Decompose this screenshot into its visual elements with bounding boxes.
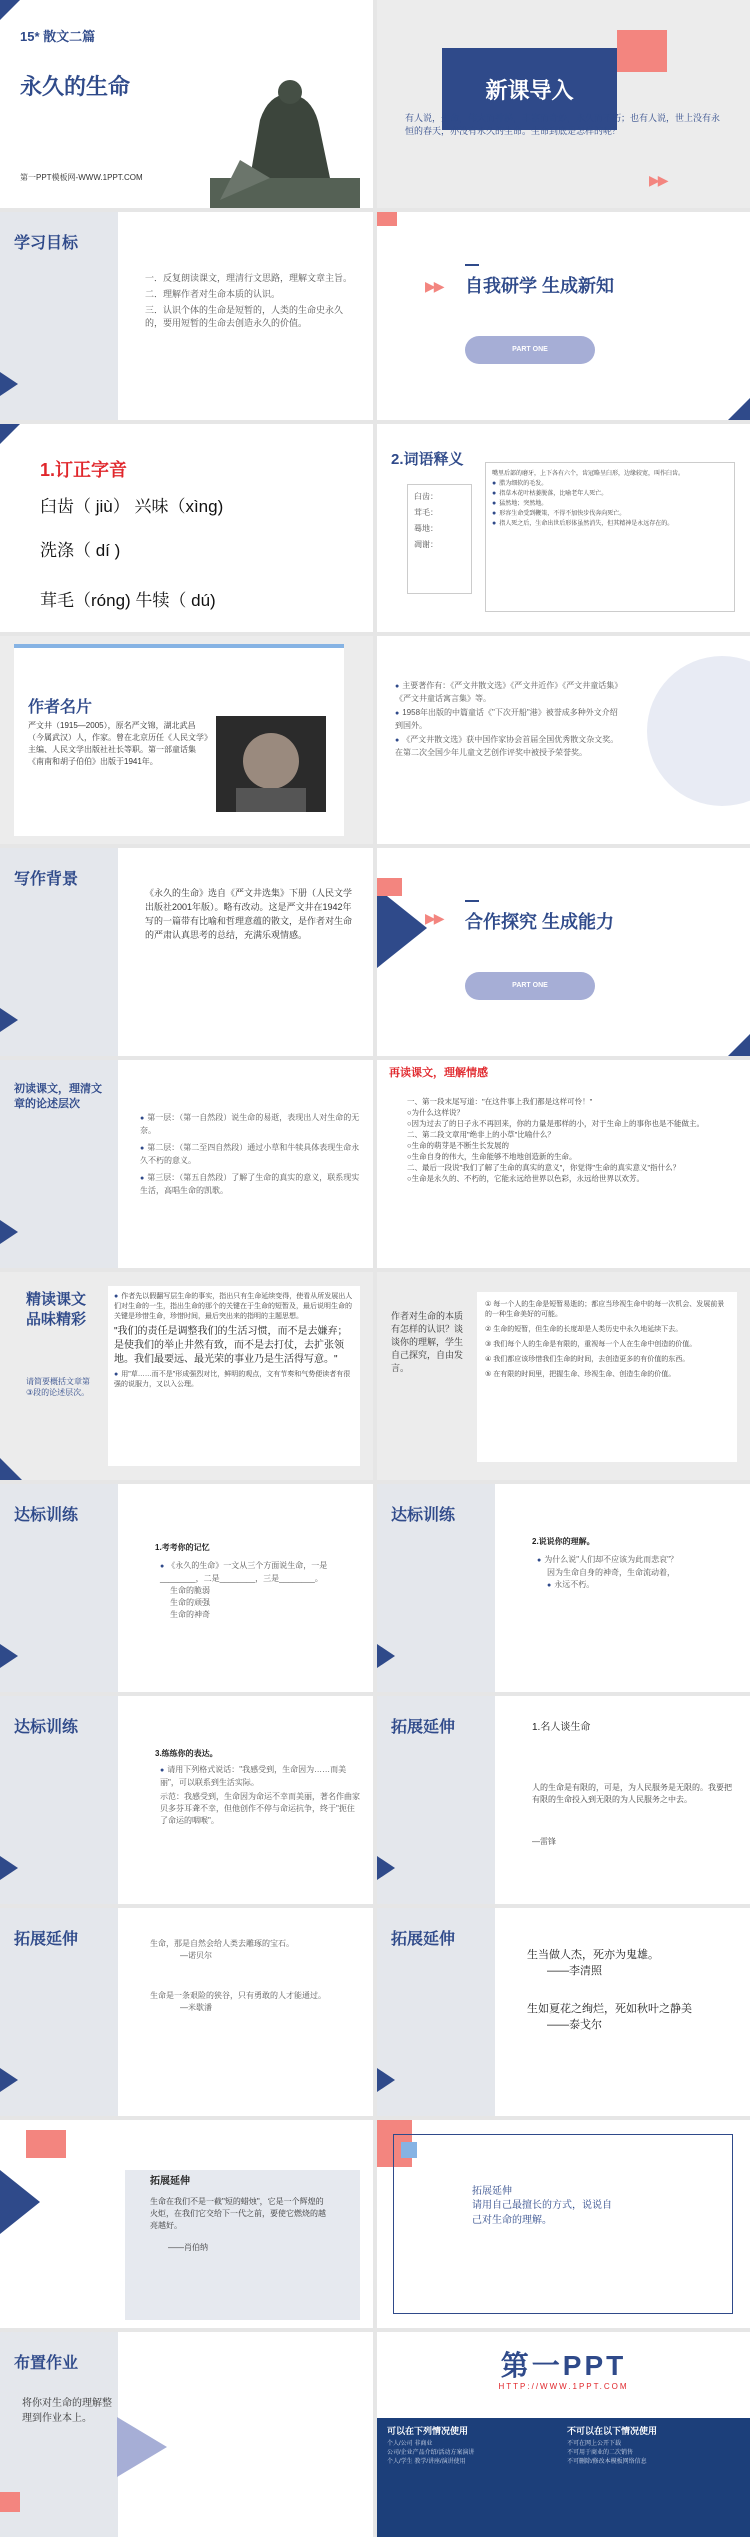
structure-list xyxy=(140,1112,360,1197)
term: 蓦地： xyxy=(414,524,438,533)
quiz-answer: 因为生命自身的神奇，生命流动着， xyxy=(547,1568,675,1577)
quote-text: 人的生命是有限的，可是，为人民服务是无限的。我要把有限的生命投入到无限的为人民服务之中去。 xyxy=(532,1783,732,1804)
question-item: ○生命自身的伟大，生命能够不地地创造新的生命。 xyxy=(407,1152,577,1161)
homework-text: 将你对生命的理解整理到作业本上。 xyxy=(22,2398,112,2424)
slide-9[interactable] xyxy=(0,848,373,1056)
exercise-example: 示范：我感受到，生命因为命运不幸而美丽，著名作曲家贝多芬耳聋不幸，但他创作不停与命运抗争，终于"扼住了命运的咽喉"。 xyxy=(160,1792,360,1825)
quiz-answer: ● 永远不朽。 xyxy=(537,1579,737,1592)
slide-11[interactable] xyxy=(0,1060,373,1268)
slide-12[interactable] xyxy=(377,1060,750,1268)
info-panel xyxy=(377,2418,750,2537)
left-triangle xyxy=(377,888,427,968)
question-item: ○因为过去了的日子永不再回来，你的力量是那样的小，对于生命上的事你也是不能做主。 xyxy=(407,1119,705,1128)
statue-image xyxy=(210,60,360,208)
structure-item: ● 第一层：（第一自然段）说生命的易逝，表现出人对生命的无奈。 xyxy=(140,1112,360,1137)
left-item: 个人/学生 教学/讲座/演讲使用 xyxy=(387,2459,466,2465)
quote-author: ——泰戈尔 xyxy=(547,2019,602,2031)
quote-author: —诺贝尔 xyxy=(180,1951,212,1960)
exercise-list xyxy=(160,1764,360,1827)
side-triangle xyxy=(117,2417,167,2477)
slide-subtitle: 1.考考你的记忆 xyxy=(155,1543,210,1552)
side-triangle xyxy=(377,2068,395,2092)
analysis-card xyxy=(108,1286,360,1466)
structure-item: ● 第二层：（第二至四自然段）通过小草和牛犊具体表现生命永久不朽的意义。 xyxy=(140,1142,360,1167)
answer-item: ④ 我们都应该珍惜我们生命的时间，去创造更多的有价值的东西。 xyxy=(485,1356,690,1363)
brand-logo: 第一PPT xyxy=(500,2350,627,2381)
pink-square xyxy=(0,2492,20,2512)
slide-title: 拓展延伸 xyxy=(150,2176,190,2187)
side-triangle xyxy=(0,2068,18,2092)
side-triangle xyxy=(0,1644,18,1668)
slide-title: 初读课文，理清文章的论述层次 xyxy=(14,1083,102,1110)
slide-title: 自我研学 生成新知 xyxy=(465,276,615,296)
slide-title: 2.词语释义 xyxy=(391,451,464,468)
quote-text: 生命是一条艰险的狭谷，只有勇敢的人才能通过。 xyxy=(150,1991,326,2000)
definition: 嘴里后部的磨牙，上下各有六个，齿冠略呈臼形，边缘较宽，叫作臼齿。 xyxy=(492,471,685,477)
works-item: ● 1958年出版的中篇童话《"下次开船"港》被誉成多种外文介绍到国外。 xyxy=(395,707,620,732)
prompt-text: 请用自己最擅长的方式，说说自己对生命的理解。 xyxy=(472,2200,612,2226)
right-item: 不可用于商业的二次销售 xyxy=(567,2450,634,2456)
author-photo xyxy=(216,716,326,812)
note: ● 形容生命受到鞭策，不得不加快步伐奔向死亡。 xyxy=(492,509,728,519)
quote-card xyxy=(125,2170,360,2320)
col-right-title: 不可以在以下情况使用 xyxy=(567,2426,658,2436)
side-triangle xyxy=(377,1644,395,1668)
slide-title: 永久的生命 xyxy=(20,74,131,99)
quiz-list xyxy=(537,1554,737,1592)
side-triangle xyxy=(0,1856,18,1880)
term: 凋谢： xyxy=(414,540,438,549)
side-triangle xyxy=(0,372,18,396)
question-list xyxy=(407,1096,732,1184)
analysis-item: ● 用"草……而不是"形成强烈对比，鲜明的观点，文有节奏和气势便读者有很强的说服力，又以入公理。 xyxy=(114,1370,354,1390)
term-box xyxy=(407,484,472,594)
corner-triangle xyxy=(0,1458,22,1480)
arrow-decoration: ▶▶ xyxy=(425,910,443,926)
corner-triangle xyxy=(0,0,20,20)
answer-item: ① 每一个人的生命是短暂易逝的；都应当珍视生命中的每一次机会、发展前景的一种生命美好的可能。 xyxy=(485,1301,725,1318)
author-bio: 严文井（1915—2005），原名严文锦，湖北武昌（今属武汉）人，作家。曾在北京历任《人民文学》主编、人民文学出版社社长等职。第一部童话集《南南和胡子伯伯》出版于1941年。 xyxy=(28,721,208,766)
quote-list xyxy=(150,1938,360,2014)
works-list xyxy=(395,680,620,759)
pink-corner xyxy=(377,212,397,226)
credit-text: 第一PPT模板网-WWW.1PPT.COM xyxy=(20,173,143,182)
right-items xyxy=(567,2440,737,2467)
slide-title: 作者名片 xyxy=(28,699,93,716)
definition-box xyxy=(485,462,735,612)
structure-item: ● 第三层：（第五自然段）了解了生命的真实的意义，联系现实生活，高唱生命的凯歌。 xyxy=(140,1172,360,1197)
objective-item: 一．反复朗读课文，理清行文思路，理解文章主旨。 xyxy=(145,273,353,283)
definition: ● 指草木花叶枯萎脱落，比喻老年人死亡。 xyxy=(492,489,728,499)
side-triangle xyxy=(377,1856,395,1880)
question-item: 一、第一段末尾写道："在这件事上我们都是这样可怜！" xyxy=(407,1097,593,1106)
quote-text: 生命，那是自然会给人类去雕琢的宝石。 xyxy=(150,1939,294,1948)
slide-title: 合作探究 生成能力 xyxy=(465,912,615,932)
slide-14[interactable] xyxy=(377,1272,750,1480)
brand-url: HTTP://WWW.1PPT.COM xyxy=(498,2382,629,2391)
slide-17[interactable] xyxy=(0,1696,373,1904)
question-item: ○生命是永久的、不朽的，它能永远给世界以色彩，永远给世界以欢芳。 xyxy=(407,1174,645,1183)
answer-item: ③ 我们每个人的生命是有限的，重视每一个人在生命中创造的价值。 xyxy=(485,1341,697,1348)
left-items xyxy=(387,2440,557,2467)
question-item: 二、第二段文章用"绝非上的小草"比喻什么？ xyxy=(407,1130,555,1139)
answer-card xyxy=(477,1292,737,1462)
answer-item: ⑤ 在有限的时间里，把握生命、珍视生命、创造生命的价值。 xyxy=(485,1371,676,1378)
right-item: 不可在网上公开下载 xyxy=(567,2441,622,2447)
quote-text: 生如夏花之绚烂，死如秋叶之静美 xyxy=(527,2003,692,2015)
left-triangle xyxy=(0,2170,40,2234)
slide-13[interactable] xyxy=(0,1272,373,1480)
pinyin-line: 臼齿（ jiù） 兴味（xìng) xyxy=(40,497,224,516)
slide-title: 达标训练 xyxy=(14,1507,79,1524)
quote-author: ——李清照 xyxy=(547,1965,602,1977)
slide-title: 达标训练 xyxy=(391,1507,456,1524)
card-top-bar xyxy=(14,644,344,648)
slide-3[interactable] xyxy=(0,212,373,420)
quote-text: 生命在我们不是一截"短的蜡烛"，它是一个辉煌的火炬，在我们它交给下一代之前，要使它燃烧的越亮越好。 xyxy=(150,2197,326,2230)
quiz-item: ● 为什么说"人们却不应该为此而悲哀"？ xyxy=(537,1554,737,1567)
accent-line xyxy=(465,900,479,902)
slide-title: 达标训练 xyxy=(14,1719,79,1736)
pink-square xyxy=(617,30,667,72)
analysis-quote: "我们的责任是调整我们的生活习惯，而不是去嫌弃；是使我们的举止井然有致，而不是去打仗，去扩张领地。我们最要远、最光荣的事业乃是生活得写意。" xyxy=(114,1326,348,1365)
slide-subtitle: 2.说说你的理解。 xyxy=(532,1537,595,1546)
answer-item: ② 生命的短暂，但生命的长度却是人类历史中永久地延续下去。 xyxy=(485,1326,683,1333)
note: ● 指人死之后，生命出世后形体虽然消失，但其精神是永远存在的。 xyxy=(492,519,728,529)
part-pill: PART ONE xyxy=(465,972,595,1000)
slide-subtitle: 请简要概括文章第③段的论述层次。 xyxy=(26,1377,90,1397)
pink-square xyxy=(377,878,402,896)
slide-title: 拓展延伸 xyxy=(391,1931,456,1948)
slide-19[interactable] xyxy=(0,1908,373,2116)
slide-title: 拓展延伸 xyxy=(14,1931,79,1948)
exercise-item: ● 请用下列格式说话："我感受到，生命因为……而美丽"，可以联系到生活实际。 xyxy=(160,1764,360,1789)
term: 臼齿： xyxy=(414,492,438,501)
question-item: 二、最后一段说"我们了解了生命的真实的意义"，你觉得"生命的真实意义"指什么？ xyxy=(407,1163,681,1172)
slide-title: 写作背景 xyxy=(14,871,79,888)
lesson-label: 15* 散文二篇 xyxy=(20,29,96,44)
slide-7[interactable] xyxy=(0,636,373,844)
slide-15[interactable] xyxy=(0,1484,373,1692)
slide-24[interactable] xyxy=(377,2332,750,2537)
slide-22[interactable] xyxy=(377,2120,750,2328)
left-item: 公司/企业产品介绍/活动方案演讲 xyxy=(387,2450,475,2456)
slide-title: 布置作业 xyxy=(14,2355,79,2372)
slide-title: 拓展延伸 xyxy=(472,2186,512,2197)
slide-subtitle: 3.练练你的表达。 xyxy=(155,1749,218,1758)
accent-line xyxy=(465,264,479,266)
slide-title: 作者对生命的本质有怎样的认识？谈谈你的理解，学生自己探究，自由发言。 xyxy=(391,1311,464,1373)
slide-title: 1.订正字音 xyxy=(40,460,128,480)
objective-item: 二．理解作者对生命本质的认识。 xyxy=(145,289,281,299)
pinyin-line: 茸毛（róng) 牛犊（ dú) xyxy=(40,591,216,610)
question-item: ○生命的萌芽是不断生长发展的 xyxy=(407,1141,510,1150)
definition: ● 腊为细软的毛发。 xyxy=(492,479,728,489)
logo-area xyxy=(377,2332,750,2402)
slide-20[interactable] xyxy=(377,1908,750,2116)
objective-item: 三．认识个体的生命是短暂的，人类的生命史永久的，要用短暂的生命去创造永久的价值。 xyxy=(145,305,344,328)
accent-square xyxy=(401,2142,417,2158)
slide-title: 新课导入 xyxy=(485,78,574,103)
slide-16[interactable] xyxy=(377,1484,750,1692)
blank-area xyxy=(185,2332,373,2537)
definition: ● 猛然地；突然地。 xyxy=(492,499,728,509)
quiz-item: ● 《永久的生命》一文从三个方面说生命，一是________，二是________，三是________。 xyxy=(160,1560,360,1585)
term: 茸毛： xyxy=(414,508,438,517)
quote-list xyxy=(527,1946,737,2032)
slide-4[interactable] xyxy=(377,212,750,420)
slide-6[interactable] xyxy=(377,424,750,632)
question-item: ○为什么这样说？ xyxy=(407,1108,465,1117)
slide-5[interactable] xyxy=(0,424,373,632)
quiz-answer: 生命的顽强 xyxy=(170,1598,210,1607)
works-item: ● 《严文井散文选》获中国作家协会首届全国优秀散文杂文奖。在第二次全国少年儿童文艺创作评奖中被授予荣誉奖。 xyxy=(395,734,620,759)
slide-1[interactable] xyxy=(0,0,373,208)
part-pill: PART ONE xyxy=(465,336,595,364)
quiz-list xyxy=(160,1560,360,1621)
quote-author: —米歇潘 xyxy=(180,2003,212,2012)
quote-author: —雷锋 xyxy=(532,1837,556,1846)
quote-text: 生当做人杰，死亦为鬼雄。 xyxy=(527,1949,659,1961)
slide-23[interactable] xyxy=(0,2332,373,2537)
background-text: 《永久的生命》选自《严文井选集》下册（人民文学出版社2001年版）。略有改动。这是严文井在1942年写的一篇带有比喻和哲理意蕴的散文，是作者对生命的严肃认真思考的总结，充满乐观情感。 xyxy=(145,888,353,940)
works-item: ● 主要著作有：《严文井散文选》《严文井近作》《严文井童话集》《严文井童话寓言集》等。 xyxy=(395,680,620,705)
corner-triangle xyxy=(728,398,750,420)
col-left-title: 可以在下列情况使用 xyxy=(387,2426,469,2436)
corner-triangle xyxy=(728,1034,750,1056)
slide-2[interactable] xyxy=(377,0,750,208)
slide-18[interactable] xyxy=(377,1696,750,1904)
slide-10[interactable] xyxy=(377,848,750,1056)
objective-list xyxy=(145,272,360,330)
quote-author: ——肖伯纳 xyxy=(168,2243,208,2252)
slide-title: 拓展延伸 xyxy=(391,1719,456,1736)
right-item: 不可删除/修改本模板网络信息 xyxy=(567,2459,647,2465)
arrow-decoration: ▶▶ xyxy=(425,278,443,294)
pinyin-line: 洗涤（ dí ) xyxy=(40,541,121,560)
slide-title: 再读课文，理解情感 xyxy=(389,1067,488,1079)
slide-title: 学习目标 xyxy=(14,235,79,252)
pink-square xyxy=(26,2130,66,2158)
left-item: 个人/公司 非商业 xyxy=(387,2441,433,2447)
quiz-answer: 生命的脆弱 xyxy=(170,1586,210,1595)
intro-text: 有人说，生命，伟大而神秘，丰富而奇妙，永久而不朽；也有人说，世上没有永恒的春天，亦没有永久的生命。生命到底是怎样的呢？ xyxy=(405,113,721,136)
corner-triangle xyxy=(0,424,20,444)
quiz-answer: 生命的神奇 xyxy=(170,1610,210,1619)
analysis-item: ● 作者先以假翻写层生命的事实，指出只有生命延续变得，使看从所发展出人们对生命的一生，指出生命的那个的关键在于生命的短暂及，最后说明生命的关键是珍惜生命，珍惜时间，最后突出来的指明的主题思想。 xyxy=(114,1292,354,1322)
side-triangle xyxy=(0,1220,18,1244)
side-triangle xyxy=(0,1008,18,1032)
arrow-decoration: ▶▶ xyxy=(649,172,667,188)
slide-8[interactable] xyxy=(377,636,750,844)
slide-title: 精读课文品味精彩 xyxy=(26,1291,87,1328)
bg-circle xyxy=(647,656,750,806)
slide-21[interactable] xyxy=(0,2120,373,2328)
slide-subtitle: 1.名人谈生命 xyxy=(532,1722,591,1733)
